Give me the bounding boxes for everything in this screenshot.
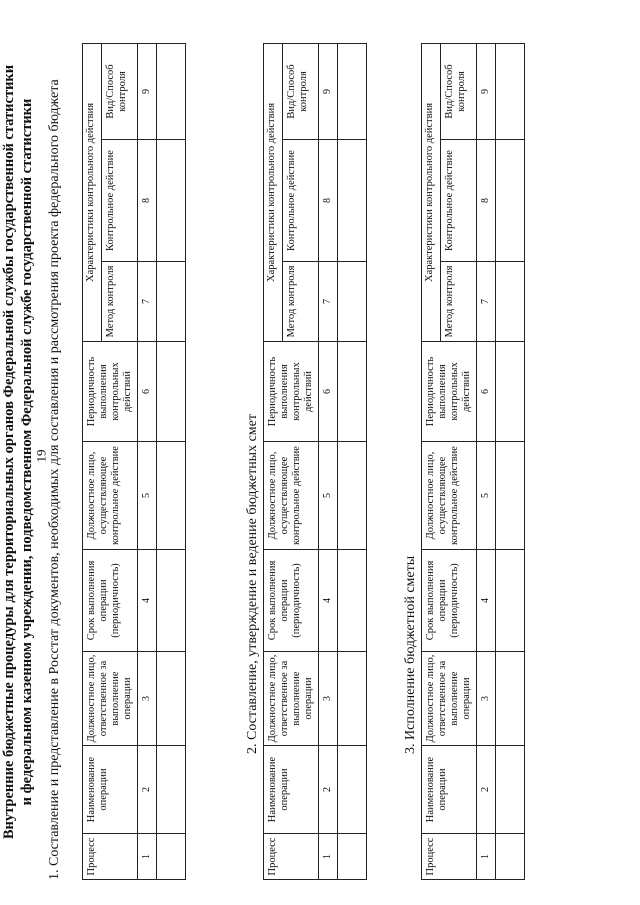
number-row (477, 43, 496, 879)
col-number: 2 (319, 746, 338, 834)
header-deadline: Срок выполнения операции (периодичность) (422, 550, 477, 652)
col-number: 7 (138, 262, 157, 342)
header-operation-name: Наименование операции (422, 746, 477, 834)
header-type: Вид/Способ контроля (441, 43, 477, 139)
col-number: 3 (477, 652, 496, 746)
header-action: Контрольное действие (441, 140, 477, 262)
col-number: 5 (138, 442, 157, 550)
header-characteristics: Характеристики контрольного действия (264, 43, 283, 341)
col-number: 1 (319, 834, 338, 880)
control-table-1 (82, 43, 186, 880)
header-deadline: Срок выполнения операции (периодичность) (264, 550, 319, 652)
header-type: Вид/Способ контроля (102, 43, 138, 139)
header-type: Вид/Способ контроля (283, 43, 319, 139)
header-responsible: Должностное лицо, ответственное за выполнение операции (83, 652, 138, 746)
section-1-title: 1. Составление и представление в Росстат документов, необходимых для составления и рассмотрения проекта федерального бюджета (47, 79, 62, 880)
col-number: 7 (319, 262, 338, 342)
col-number: 5 (319, 442, 338, 550)
col-number: 4 (319, 550, 338, 652)
col-number: 9 (477, 43, 496, 139)
title-line-2: и федеральном казенном учреждении, подведомственном Федеральной службе государственной статистики (19, 98, 35, 806)
col-number: 8 (477, 140, 496, 262)
col-number: 5 (477, 442, 496, 550)
col-number: 8 (138, 140, 157, 262)
col-number: 1 (477, 834, 496, 880)
col-number: 2 (477, 746, 496, 834)
col-number: 6 (319, 342, 338, 442)
header-method: Метод контроля (441, 262, 477, 342)
header-method: Метод контроля (102, 262, 138, 342)
header-process: Процесс (264, 834, 319, 880)
col-number: 6 (477, 342, 496, 442)
col-number: 9 (138, 43, 157, 139)
header-operation-name: Наименование операции (264, 746, 319, 834)
title-line-1: Внутренние бюджетные процедуры для территориальных органов Федеральной службы государственной статистики (1, 64, 17, 840)
col-number: 4 (477, 550, 496, 652)
col-number: 2 (138, 746, 157, 834)
section-3-title: 3. Исполнение бюджетной сметы (403, 555, 418, 754)
header-process: Процесс (83, 834, 138, 880)
col-number: 3 (319, 652, 338, 746)
header-responsible: Должностное лицо, ответственное за выполнение операции (264, 652, 319, 746)
document-title (0, 22, 36, 882)
header-controller: Должностное лицо, осуществляющее контрольное действие (422, 442, 477, 550)
col-number: 9 (319, 43, 338, 139)
table-row (338, 43, 367, 879)
header-controller: Должностное лицо, осуществляющее контрольное действие (264, 442, 319, 550)
header-method: Метод контроля (283, 262, 319, 342)
col-number: 1 (138, 834, 157, 880)
section-2-title: 2. Составление, утверждение и ведение бюджетных смет (245, 414, 260, 754)
page-number: 19 (33, 449, 49, 463)
col-number: 3 (138, 652, 157, 746)
col-number: 7 (477, 262, 496, 342)
rotated-content (0, 22, 560, 882)
col-number: 4 (138, 550, 157, 652)
col-number: 6 (138, 342, 157, 442)
col-number: 8 (319, 140, 338, 262)
table-row (157, 43, 186, 879)
header-controller: Должностное лицо, осуществляющее контрольное действие (83, 442, 138, 550)
header-process: Процесс (422, 834, 477, 880)
header-characteristics: Характеристики контрольного действия (422, 43, 441, 341)
header-characteristics: Характеристики контрольного действия (83, 43, 102, 341)
table-row (496, 43, 525, 879)
header-periodicity: Периодичность выполнения контрольных действий (422, 342, 477, 442)
control-table-2 (263, 43, 367, 880)
control-table-3 (421, 43, 525, 880)
header-responsible: Должностное лицо, ответственное за выполнение операции (422, 652, 477, 746)
header-action: Контрольное действие (102, 140, 138, 262)
header-periodicity: Периодичность выполнения контрольных действий (264, 342, 319, 442)
header-action: Контрольное действие (283, 140, 319, 262)
header-periodicity: Периодичность выполнения контрольных действий (83, 342, 138, 442)
number-row (138, 43, 157, 879)
number-row (319, 43, 338, 879)
header-deadline: Срок выполнения операции (периодичность) (83, 550, 138, 652)
header-operation-name: Наименование операции (83, 746, 138, 834)
